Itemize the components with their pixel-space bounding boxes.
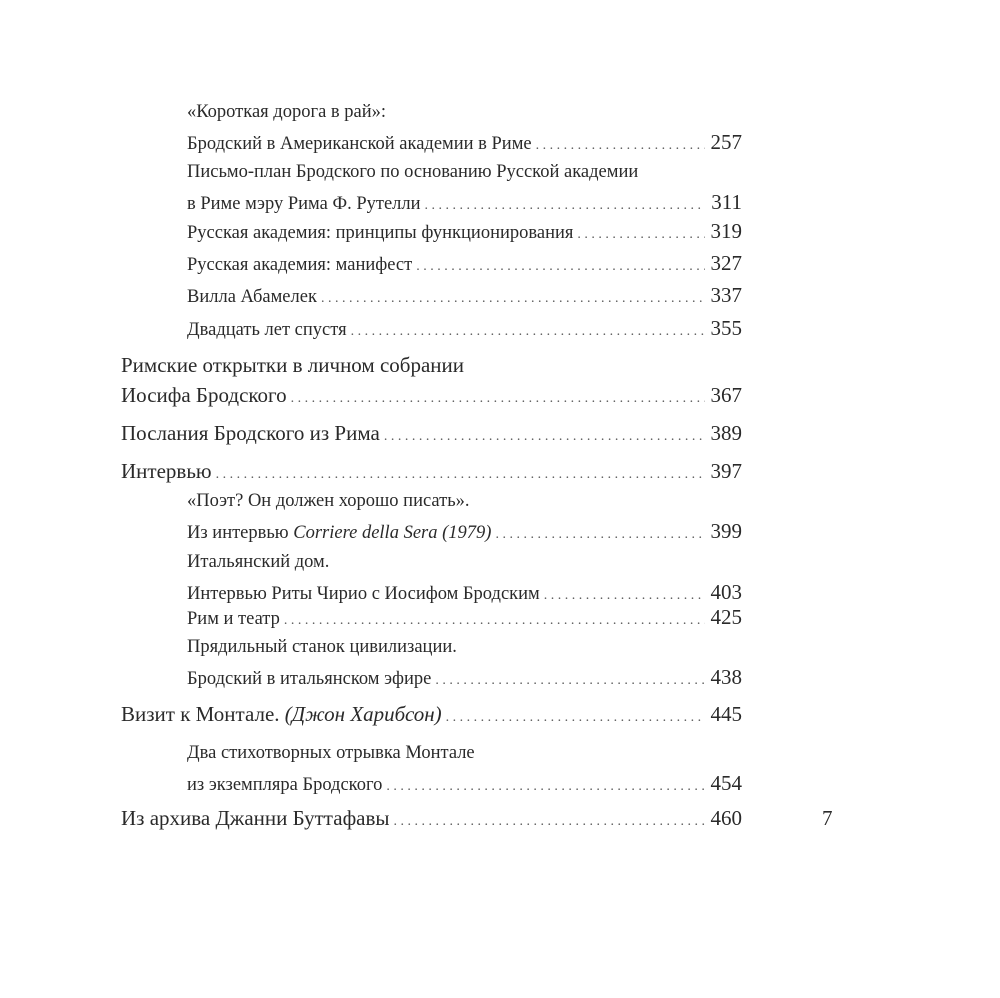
- page-number: 403: [710, 579, 742, 604]
- leader-dots: [544, 589, 705, 603]
- toc-title: Римские открытки в личном собрании: [121, 353, 464, 377]
- page-number: 460: [710, 806, 742, 830]
- toc-entry: [187, 492, 742, 542]
- toc-line: [187, 163, 742, 182]
- toc-entry: [187, 318, 742, 340]
- toc-entry: [121, 423, 742, 444]
- toc-title: Вилла Абамелек: [187, 287, 317, 307]
- page-number: 311: [711, 189, 742, 214]
- toc-entry: [187, 638, 742, 688]
- toc-title: Русская академия: манифест: [187, 255, 413, 275]
- toc-line: [121, 385, 742, 406]
- toc-line: [187, 518, 742, 543]
- leader-dots: [394, 815, 705, 829]
- toc-title: Из архива Джанни Буттафавы: [121, 806, 390, 830]
- leader-dots: [386, 780, 704, 794]
- toc-line: [187, 553, 742, 572]
- toc-entry: [187, 253, 742, 275]
- toc-title-text: Из интервью: [187, 522, 289, 543]
- leader-dots: [216, 468, 705, 482]
- toc-title: Иосифа Бродского: [121, 383, 287, 407]
- toc-line: [121, 355, 742, 376]
- toc-title: Итальянский дом.: [187, 552, 330, 572]
- toc-title: «Короткая дорога в рай»:: [187, 102, 387, 122]
- toc-line: [187, 579, 742, 604]
- toc-line: [187, 492, 742, 511]
- toc-title: Двадцать лет спустя: [187, 320, 347, 340]
- toc-line: [187, 770, 742, 795]
- page-number: 445: [710, 702, 742, 726]
- page-number: 438: [710, 664, 742, 689]
- page-number: 397: [710, 459, 742, 483]
- toc-entry: [121, 808, 742, 829]
- toc-entry: [121, 355, 742, 406]
- leader-dots: [351, 325, 705, 339]
- leader-dots: [435, 674, 704, 688]
- toc-title: [187, 524, 491, 543]
- leader-dots: [321, 292, 705, 306]
- page-number: 337: [710, 283, 742, 307]
- toc-title: из экземпляра Бродского: [187, 774, 383, 795]
- toc-entry: [187, 221, 742, 243]
- toc-title: Два стихотворных отрывка Монтале: [187, 743, 475, 763]
- toc-title-italic: (Джон Харибсон): [284, 702, 442, 726]
- page-number: 355: [710, 316, 742, 340]
- leader-dots: [495, 528, 704, 542]
- toc-line: [187, 189, 742, 214]
- toc-title: Прядильный станок цивилизации.: [187, 637, 457, 657]
- toc-line: [121, 461, 742, 482]
- page-number: 425: [710, 605, 742, 629]
- toc-title: Письмо-план Бродского по основанию Русской академии: [187, 162, 639, 182]
- toc-title: Интервью: [121, 459, 212, 483]
- leader-dots: [416, 260, 704, 274]
- toc-entry: [187, 163, 742, 213]
- toc-entry: [121, 461, 742, 482]
- toc-title-italic: Corriere della Sera (1979): [293, 522, 492, 543]
- page-number: 389: [710, 421, 742, 445]
- toc-entry: [187, 103, 742, 153]
- toc-line: [187, 253, 742, 275]
- toc-line: [187, 221, 742, 243]
- leader-dots: [291, 392, 705, 406]
- toc-line: [187, 103, 742, 122]
- toc-line: [187, 318, 742, 340]
- leader-dots: [384, 430, 705, 444]
- page-number: 257: [710, 129, 742, 154]
- toc-title: Русская академия: принципы функционирования: [187, 223, 574, 243]
- leader-dots: [446, 711, 705, 725]
- toc-title: Бродский в Американской академии в Риме: [187, 133, 532, 154]
- page-number: 327: [710, 251, 742, 275]
- toc-line: [187, 607, 742, 629]
- leader-dots: [577, 228, 704, 242]
- page-number: 399: [710, 518, 742, 543]
- toc-title: в Риме мэру Рима Ф. Рутелли: [187, 193, 421, 214]
- toc-entry: [121, 704, 742, 725]
- toc-title: [121, 704, 442, 725]
- toc-entry: [187, 744, 742, 794]
- toc-entry: [187, 607, 742, 629]
- toc-title: Бродский в итальянском эфире: [187, 668, 432, 689]
- leader-dots: [536, 139, 705, 153]
- toc-title: Послания Бродского из Рима: [121, 421, 380, 445]
- toc-entry: [187, 553, 742, 603]
- toc-entry: [187, 285, 742, 307]
- toc-line: [121, 704, 742, 725]
- toc-line: [121, 423, 742, 444]
- toc-title: Рим и театр: [187, 609, 280, 629]
- toc-title: «Поэт? Он должен хорошо писать».: [187, 491, 470, 511]
- toc-line: [121, 808, 742, 829]
- page-number: 367: [710, 383, 742, 407]
- leader-dots: [284, 614, 705, 628]
- folio-page-number: 7: [822, 806, 833, 830]
- toc-title-text: Визит к Монтале.: [121, 702, 280, 726]
- toc-line: [187, 285, 742, 307]
- toc-line: [187, 664, 742, 689]
- toc-title: Интервью Риты Чирио с Иосифом Бродским: [187, 583, 540, 604]
- toc-line: [187, 744, 742, 763]
- toc-line: [187, 638, 742, 657]
- page-number: 454: [710, 770, 742, 795]
- leader-dots: [425, 199, 706, 213]
- page-number: 319: [710, 219, 742, 243]
- toc-line: [187, 129, 742, 154]
